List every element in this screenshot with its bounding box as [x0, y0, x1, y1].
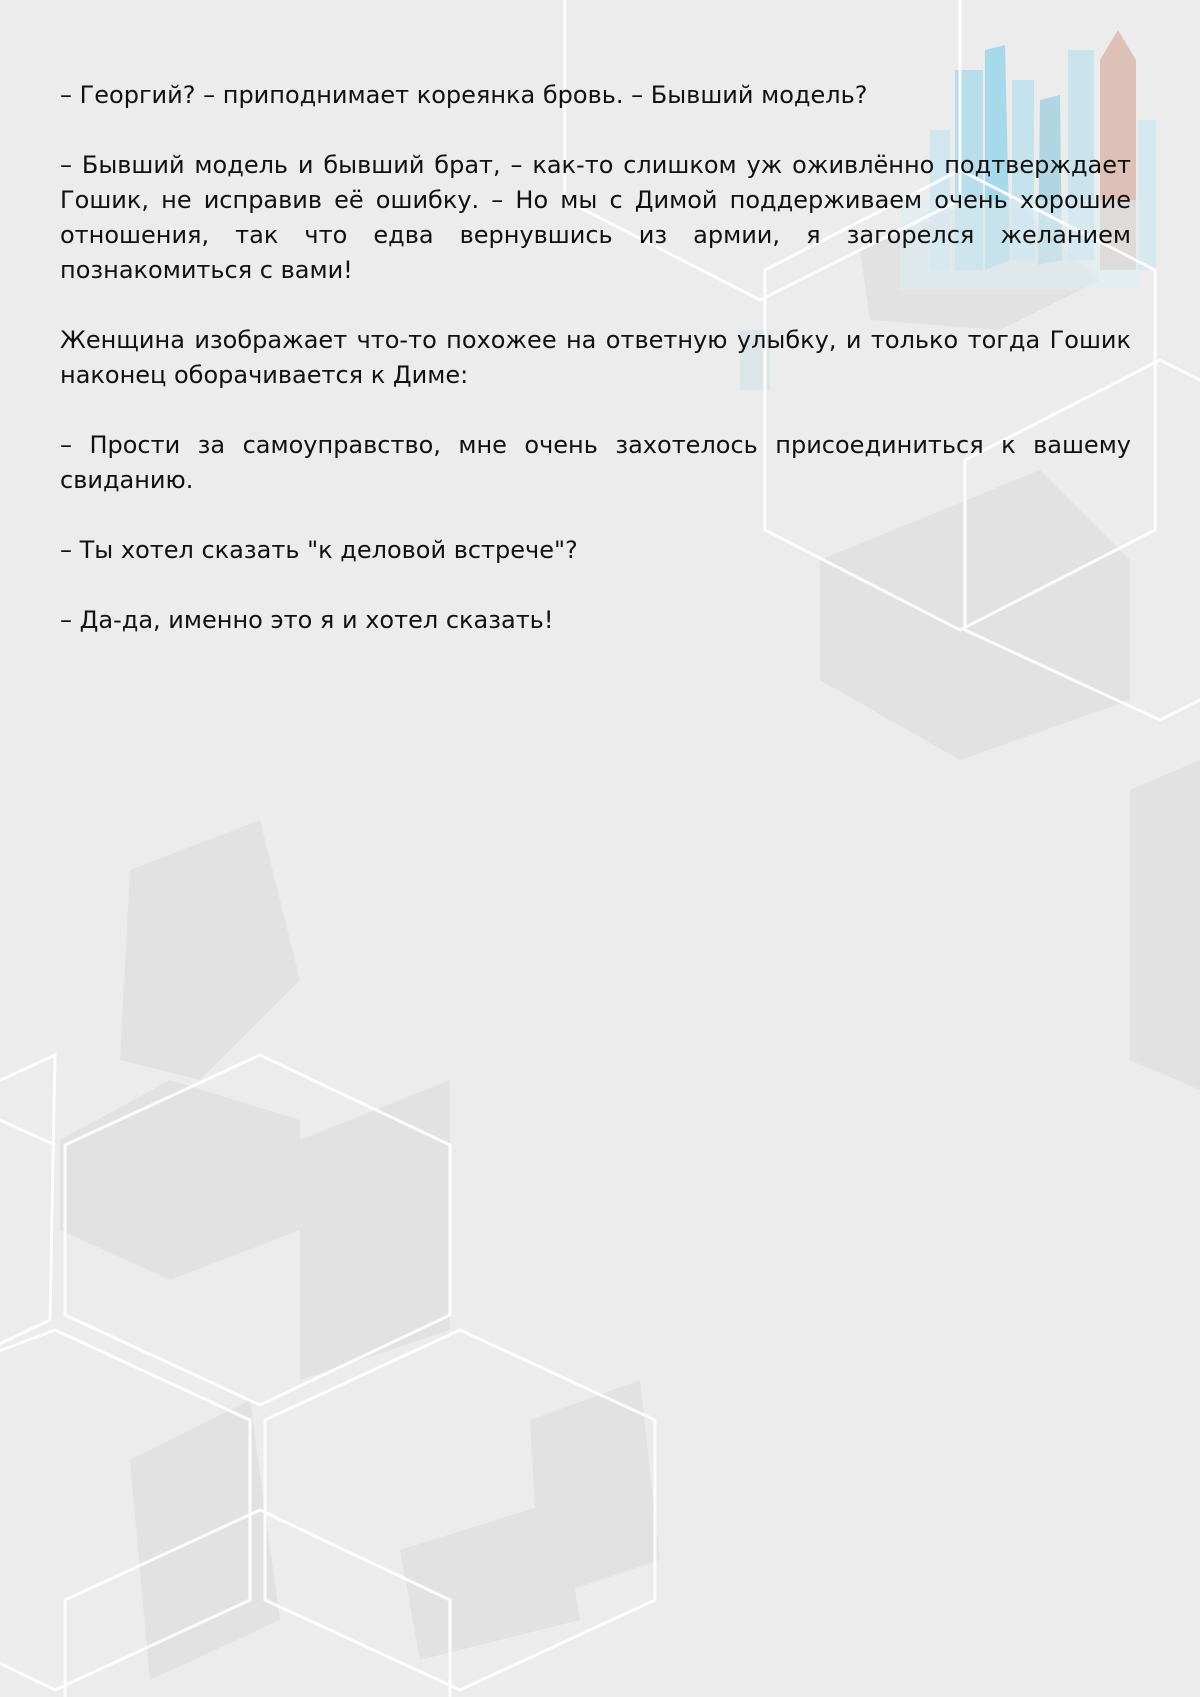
- paragraph: – Прости за самоуправство, мне очень захотелось присоединиться к вашему свиданию.: [60, 431, 1131, 494]
- paragraph: – Да-да, именно это я и хотел сказать!: [60, 606, 554, 634]
- paragraph: – Бывший модель и бывший брат, – как-то слишком уж оживлённо подтверждает Гошик, не исправив её ошибку. – Но мы с Димой поддерживаем очень хорошие отношения, так что едва вернувшись из армии, я загорелся желанием познакомиться с вами!: [60, 151, 1131, 284]
- paragraph: Женщина изображает что-то похожее на ответную улыбку, и только тогда Гошик наконец оборачивается к Диме:: [60, 326, 1131, 389]
- paragraph: – Ты хотел сказать "к деловой встрече"?: [60, 536, 578, 564]
- paragraph: – Георгий? – приподнимает кореянка бровь. – Бывший модель?: [60, 81, 868, 109]
- story-text: [60, 78, 1131, 673]
